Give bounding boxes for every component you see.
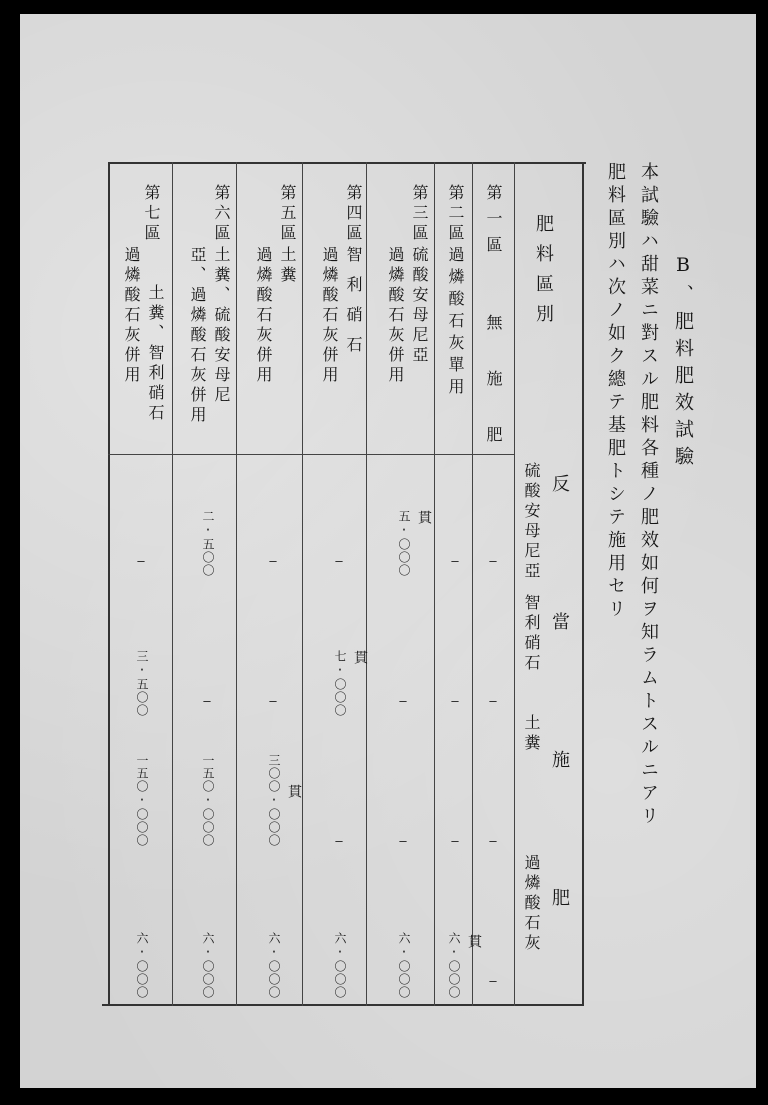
table-header-divider	[108, 454, 514, 455]
cell-value: 六·〇〇〇	[201, 932, 215, 999]
table-header-amount: 反當施肥	[549, 474, 570, 1026]
table-divider	[302, 162, 303, 1006]
table-divider	[366, 162, 367, 1006]
cell-value: —	[396, 834, 410, 849]
zone-desc: 亞、過燐酸石灰併用	[188, 246, 207, 426]
zone-desc: 過燐酸石灰併用	[254, 246, 273, 386]
table-divider	[172, 162, 173, 1006]
fert-col-soil-manure: 土糞	[522, 714, 541, 754]
fert-col-superphosphate: 過燐酸石灰	[522, 854, 541, 954]
zone-label: 第二區	[446, 184, 465, 244]
paragraph-line-2: 肥料區別ハ次ノ如ク總テ基肥トシテ施用セリ	[605, 162, 626, 622]
zone-label: 第六區	[212, 184, 231, 244]
cell-value: 七·〇〇〇	[333, 650, 347, 717]
cell-value: 六·〇〇〇	[267, 932, 281, 999]
cell-value: 六·〇〇〇	[333, 932, 347, 999]
table-border-right	[582, 162, 584, 1006]
cell-value: —	[266, 694, 280, 709]
cell-value: —	[396, 694, 410, 709]
unit-label: 貫	[286, 784, 302, 798]
unit-label: 貫	[352, 650, 368, 664]
cell-value: —	[486, 974, 500, 989]
table-border-left	[108, 162, 110, 1006]
document-page	[20, 14, 756, 1088]
cell-value: 六·〇〇〇	[447, 932, 461, 999]
cell-value: 一五〇·〇〇〇	[201, 754, 215, 847]
table-divider	[434, 162, 435, 1006]
cell-value: 六·〇〇〇	[135, 932, 149, 999]
zone-label: 第七區	[142, 184, 161, 244]
zone-desc: 過燐酸石灰併用	[320, 246, 339, 386]
zone-desc: 無施肥	[484, 314, 503, 482]
unit-label: 貫	[466, 934, 482, 948]
zone-desc: 過燐酸石灰併用	[386, 246, 405, 386]
zone-desc: 硫酸安母尼亞	[410, 246, 429, 366]
unit-label: 貫	[416, 510, 432, 524]
cell-value: —	[486, 834, 500, 849]
cell-value: —	[332, 554, 346, 569]
table-divider	[472, 162, 473, 1006]
cell-value: —	[332, 834, 346, 849]
table-border-bottom	[102, 1004, 582, 1006]
cell-value: —	[486, 694, 500, 709]
cell-value: —	[448, 694, 462, 709]
table-divider	[236, 162, 237, 1006]
zone-desc: 過燐酸石灰單用	[446, 246, 465, 400]
zone-desc: 土糞、智利硝石	[146, 284, 165, 424]
fert-col-chile-saltpeter: 智利硝石	[522, 594, 541, 674]
cell-value: —	[448, 554, 462, 569]
cell-value: —	[200, 694, 214, 709]
zone-desc: 過燐酸石灰併用	[122, 246, 141, 386]
section-heading: B、肥料肥效試驗	[672, 254, 694, 473]
cell-value: 五·〇〇〇	[397, 510, 411, 577]
cell-value: 三〇〇·〇〇〇	[267, 754, 281, 847]
zone-desc: 土糞、硫酸安母尼	[212, 246, 231, 406]
cell-value: 二·五〇〇	[201, 510, 215, 577]
table-header-plot: 肥料區別	[533, 214, 554, 334]
fert-col-ammonium-sulfate: 硫酸安母尼亞	[522, 462, 541, 582]
zone-label: 第三區	[410, 184, 429, 244]
zone-label: 第一區	[484, 184, 503, 262]
table-divider	[514, 162, 515, 1006]
zone-label: 第四區	[344, 184, 363, 244]
zone-desc: 土糞	[278, 246, 297, 286]
zone-desc: 智利硝石	[344, 246, 363, 366]
cell-value: 三·五〇〇	[135, 650, 149, 717]
cell-value: 六·〇〇〇	[397, 932, 411, 999]
cell-value: —	[448, 834, 462, 849]
cell-value: —	[134, 554, 148, 569]
zone-label: 第五區	[278, 184, 297, 244]
cell-value: 一五〇·〇〇〇	[135, 754, 149, 847]
paragraph-line-1: 本試驗ハ甜菜ニ對スル肥料各種ノ肥效如何ヲ知ラムトスルニアリ	[638, 162, 659, 829]
cell-value: —	[266, 554, 280, 569]
cell-value: —	[486, 554, 500, 569]
